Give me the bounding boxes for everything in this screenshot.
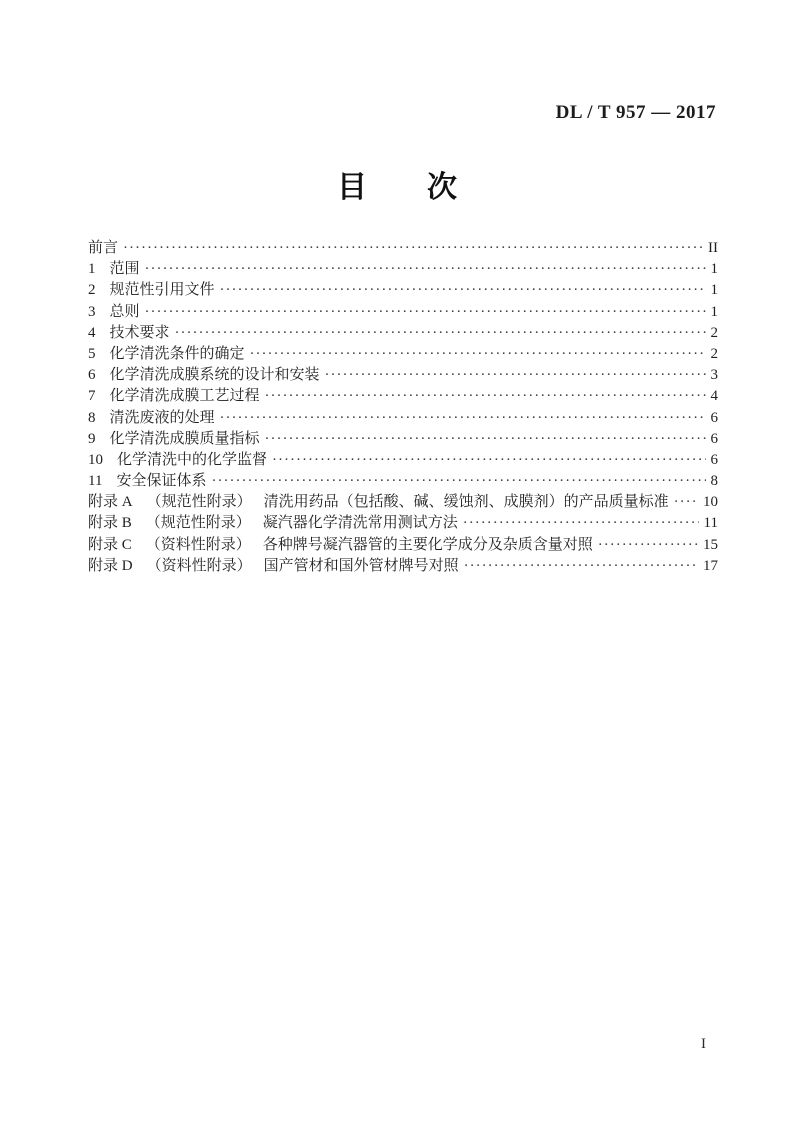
toc-entry-number: 10 bbox=[88, 451, 103, 468]
toc-entry-number: 附录 D bbox=[88, 557, 133, 574]
toc-entry-page-number: 3 bbox=[710, 367, 718, 384]
toc-entry bbox=[88, 408, 718, 429]
toc-entry-number: 8 bbox=[88, 409, 96, 426]
toc-entry-page-number: 6 bbox=[710, 430, 718, 447]
toc-entry bbox=[88, 280, 718, 301]
toc-entry-label: 规范性引用文件 bbox=[109, 282, 215, 299]
toc-entry-label: 范围 bbox=[109, 261, 140, 278]
toc-entry-dot-leader bbox=[123, 238, 703, 259]
toc-entry-label: 清洗用药品（包括酸、碱、缓蚀剂、成膜剂）的产品质量标准 bbox=[263, 494, 669, 511]
toc-entry-label: 化学清洗成膜质量指标 bbox=[109, 430, 260, 447]
toc-entry-dot-leader bbox=[598, 535, 698, 556]
toc-entry bbox=[88, 556, 718, 577]
footer-page-number: I bbox=[701, 1036, 706, 1052]
toc-entry-number: 9 bbox=[88, 430, 96, 447]
toc-entry bbox=[88, 492, 718, 513]
toc-entry-dot-leader bbox=[145, 259, 706, 280]
toc-entry-number: 5 bbox=[88, 345, 96, 362]
toc-entry-number: 11 bbox=[88, 473, 103, 490]
toc-entry bbox=[88, 471, 718, 492]
toc-entry-page-number: 1 bbox=[710, 303, 718, 320]
toc-entry-page-number: 4 bbox=[710, 388, 718, 405]
toc-entry-page-number: II bbox=[708, 240, 718, 256]
toc-entry-number: 7 bbox=[88, 388, 96, 405]
standard-number: DL / T 957 — 2017 bbox=[555, 102, 716, 123]
toc-entry bbox=[88, 429, 718, 450]
toc-entry-dot-leader bbox=[464, 556, 698, 577]
toc-entry-page-number: 2 bbox=[710, 324, 718, 341]
toc-entry-page-number: 6 bbox=[710, 451, 718, 468]
toc-entry-page-number: 1 bbox=[710, 261, 718, 278]
toc-entry-page-number: 6 bbox=[710, 409, 718, 426]
toc-entry-dot-leader bbox=[325, 365, 706, 386]
toc-entry-dot-leader bbox=[265, 429, 706, 450]
toc-entry-label: 安全保证体系 bbox=[116, 473, 207, 490]
toc-entry-label: 凝汽器化学清洗常用测试方法 bbox=[262, 515, 458, 532]
toc-entry-label: 技术要求 bbox=[109, 324, 170, 341]
toc-entry-label: 化学清洗成膜工艺过程 bbox=[109, 388, 260, 405]
toc-entry-number: 6 bbox=[88, 367, 96, 384]
toc-entry-dot-leader bbox=[265, 386, 706, 407]
toc-entry-dot-leader bbox=[272, 450, 705, 471]
toc-entry bbox=[88, 302, 718, 323]
toc-entry-annex-type: （规范性附录） bbox=[145, 515, 251, 532]
toc-entry bbox=[88, 450, 718, 471]
toc-entry-number: 3 bbox=[88, 303, 96, 320]
toc-entry-dot-leader bbox=[220, 280, 706, 301]
toc-entry-annex-type: （规范性附录） bbox=[146, 494, 252, 511]
toc-entry bbox=[88, 365, 718, 386]
toc-entry-dot-leader bbox=[211, 471, 705, 492]
toc-entry bbox=[88, 535, 718, 556]
toc-list bbox=[88, 238, 718, 577]
toc-entry bbox=[88, 344, 718, 365]
toc-entry-dot-leader bbox=[250, 344, 706, 365]
toc-entry-page-number: 11 bbox=[703, 515, 718, 532]
toc-entry-page-number: 1 bbox=[710, 282, 718, 299]
toc-entry-number: 附录 B bbox=[88, 515, 132, 532]
toc-entry-page-number: 17 bbox=[703, 557, 718, 574]
toc-entry-page-number: 10 bbox=[703, 494, 718, 511]
toc-entry-dot-leader bbox=[175, 323, 706, 344]
toc-entry-dot-leader bbox=[674, 492, 698, 513]
toc-entry-number: 附录 C bbox=[88, 536, 132, 553]
toc-entry bbox=[88, 513, 718, 534]
toc-entry-page-number: 2 bbox=[710, 345, 718, 362]
toc-entry-label: 化学清洗条件的确定 bbox=[109, 345, 245, 362]
toc-entry-number: 4 bbox=[88, 324, 96, 341]
toc-entry-number: 附录 A bbox=[88, 494, 133, 511]
toc-entry-number: 1 bbox=[88, 261, 96, 278]
toc-entry bbox=[88, 259, 718, 280]
toc-entry-annex-type: （资料性附录） bbox=[146, 557, 252, 574]
toc-entry-label: 清洗废液的处理 bbox=[109, 409, 215, 426]
toc-entry-label: 化学清洗成膜系统的设计和安装 bbox=[109, 367, 320, 384]
toc-entry-label: 前言 bbox=[88, 240, 119, 256]
toc-entry-label: 国产管材和国外管材牌号对照 bbox=[263, 557, 459, 574]
toc-entry bbox=[88, 386, 718, 407]
toc-entry-label: 各种牌号凝汽器管的主要化学成分及杂质含量对照 bbox=[262, 536, 593, 553]
page-title: 目 次 bbox=[337, 171, 457, 204]
toc-entry bbox=[88, 323, 718, 344]
toc-entry-page-number: 8 bbox=[710, 473, 718, 490]
toc-entry-label: 总则 bbox=[109, 303, 140, 320]
toc-entry-label: 化学清洗中的化学监督 bbox=[117, 451, 268, 468]
toc-entry-dot-leader bbox=[220, 408, 706, 429]
toc-entry-dot-leader bbox=[463, 513, 699, 534]
toc-entry-page-number: 15 bbox=[703, 536, 718, 553]
toc-entry-annex-type: （资料性附录） bbox=[145, 536, 251, 553]
toc-entry bbox=[88, 238, 718, 259]
toc-entry-dot-leader bbox=[145, 302, 706, 323]
toc-entry-number: 2 bbox=[88, 282, 96, 299]
